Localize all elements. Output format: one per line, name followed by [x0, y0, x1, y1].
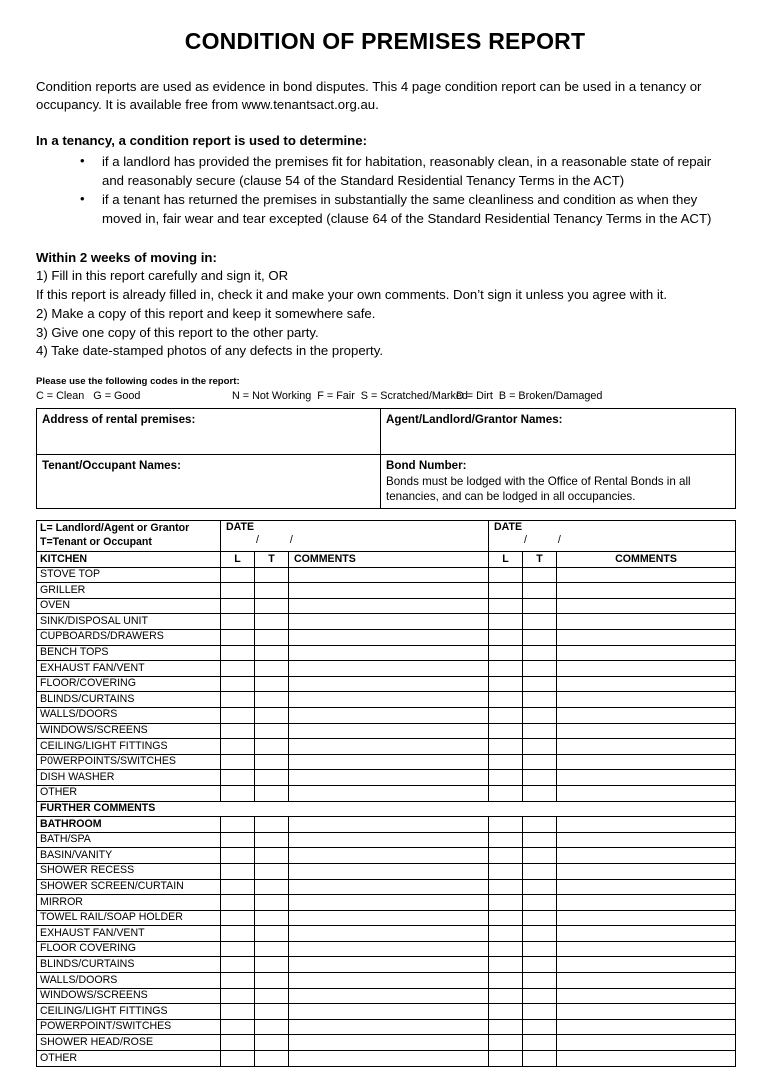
cell-termination-l[interactable] — [489, 567, 523, 583]
cell-termination-comments[interactable] — [557, 739, 736, 755]
cell-termination-l[interactable] — [489, 770, 523, 786]
cell-commencement-l[interactable] — [221, 1051, 255, 1067]
cell-termination-l[interactable] — [489, 583, 523, 599]
cell-termination-t[interactable] — [523, 614, 557, 630]
cell-commencement-t[interactable] — [255, 895, 289, 911]
premises-details-table — [36, 408, 736, 509]
cell-commencement-t[interactable] — [255, 785, 289, 801]
section-title-bathroom: BATHROOM — [37, 817, 221, 833]
header-commencement-l: L — [221, 552, 255, 568]
cell-commencement-l[interactable] — [221, 707, 255, 723]
cell-commencement-t[interactable] — [255, 645, 289, 661]
cell-commencement-t[interactable] — [255, 973, 289, 989]
table-row — [37, 455, 736, 509]
cell-termination-comments[interactable] — [557, 879, 736, 895]
cell-termination-comments[interactable] — [557, 645, 736, 661]
cell-commencement-l[interactable] — [221, 567, 255, 583]
cell-commencement-comments[interactable] — [289, 723, 489, 739]
legend-landlord: L= Landlord/Agent or Grantor — [40, 522, 190, 535]
cell-commencement-l[interactable] — [221, 692, 255, 708]
cell-termination-l[interactable] — [489, 661, 523, 677]
cell-commencement-comments[interactable] — [289, 676, 489, 692]
agent-label: Agent/Landlord/Grantor Names: — [386, 413, 563, 427]
checklist-column-header-row — [37, 552, 736, 568]
cell-termination-t[interactable] — [523, 926, 557, 942]
within-two-weeks-heading: Within 2 weeks of moving in: — [36, 249, 217, 265]
cell-commencement-t[interactable] — [255, 863, 289, 879]
cell-termination-comments[interactable] — [557, 583, 736, 599]
cell-termination-comments[interactable] — [557, 1004, 736, 1020]
table-row — [37, 895, 736, 911]
item-label: STOVE TOP — [37, 567, 221, 583]
cell-commencement-l[interactable] — [221, 614, 255, 630]
legend-cell — [37, 521, 221, 552]
tenant-cell[interactable] — [37, 455, 381, 509]
table-row — [37, 1035, 736, 1051]
section-header-bathroom-row — [37, 817, 736, 833]
cell-termination-l[interactable] — [489, 879, 523, 895]
cell-termination-t[interactable] — [523, 645, 557, 661]
cell-commencement-l[interactable] — [221, 879, 255, 895]
cell-termination-t[interactable] — [523, 848, 557, 864]
section-title-kitchen: KITCHEN — [37, 552, 221, 568]
table-row — [37, 409, 736, 455]
table-row — [37, 739, 736, 755]
item-label: BLINDS/CURTAINS — [37, 692, 221, 708]
cell-termination-t[interactable] — [523, 676, 557, 692]
cell-commencement-comments[interactable] — [289, 817, 489, 833]
determine-heading: In a tenancy, a condition report is used to determine: — [36, 133, 367, 149]
cell-commencement-l[interactable] — [221, 583, 255, 599]
codes-group-left: C = Clean G = Good — [36, 390, 141, 403]
cell-commencement-t[interactable] — [255, 848, 289, 864]
cell-commencement-comments[interactable] — [289, 645, 489, 661]
cell-commencement-t[interactable] — [255, 630, 289, 646]
table-row — [37, 583, 736, 599]
cell-commencement-l[interactable] — [221, 723, 255, 739]
cell-commencement-l[interactable] — [221, 957, 255, 973]
table-row — [37, 910, 736, 926]
table-row — [37, 692, 736, 708]
item-label: EXHAUST FAN/VENT — [37, 926, 221, 942]
further-comments-label: FURTHER COMMENTS — [37, 801, 736, 817]
item-label: FLOOR COVERING — [37, 941, 221, 957]
table-row — [37, 567, 736, 583]
condition-checklist-table — [36, 520, 736, 1067]
cell-termination-l[interactable] — [489, 614, 523, 630]
cell-commencement-l[interactable] — [221, 832, 255, 848]
cell-commencement-l[interactable] — [221, 754, 255, 770]
cell-termination-comments[interactable] — [557, 754, 736, 770]
cell-commencement-comments[interactable] — [289, 1019, 489, 1035]
cell-commencement-comments[interactable] — [289, 957, 489, 973]
table-row — [37, 879, 736, 895]
header-termination-comments: COMMENTS — [557, 552, 736, 568]
cell-termination-comments[interactable] — [557, 863, 736, 879]
item-label: P0WERPOINTS/SWITCHES — [37, 754, 221, 770]
cell-commencement-comments[interactable] — [289, 1004, 489, 1020]
cell-termination-l[interactable] — [489, 739, 523, 755]
codes-heading: Please use the following codes in the report: — [36, 376, 240, 388]
cell-commencement-t[interactable] — [255, 598, 289, 614]
address-label: Address of rental premises: — [42, 413, 196, 427]
table-row — [37, 645, 736, 661]
table-row — [37, 832, 736, 848]
table-row — [37, 957, 736, 973]
table-row — [37, 973, 736, 989]
cell-commencement-comments[interactable] — [289, 614, 489, 630]
cell-commencement-l[interactable] — [221, 863, 255, 879]
cell-commencement-t[interactable] — [255, 832, 289, 848]
codes-legend — [36, 389, 734, 406]
codes-group-right: D = Dirt B = Broken/Damaged — [456, 390, 603, 403]
cell-commencement-comments[interactable] — [289, 1035, 489, 1051]
cell-termination-comments[interactable] — [557, 1019, 736, 1035]
cell-termination-comments[interactable] — [557, 973, 736, 989]
cell-termination-comments[interactable] — [557, 957, 736, 973]
cell-commencement-l[interactable] — [221, 988, 255, 1004]
cell-commencement-comments[interactable] — [289, 598, 489, 614]
cell-commencement-t[interactable] — [255, 614, 289, 630]
cell-commencement-l[interactable] — [221, 895, 255, 911]
item-label: GRILLER — [37, 583, 221, 599]
table-row — [37, 598, 736, 614]
cell-commencement-t[interactable] — [255, 692, 289, 708]
cell-commencement-t[interactable] — [255, 1051, 289, 1067]
table-row — [37, 926, 736, 942]
cell-termination-t[interactable] — [523, 988, 557, 1004]
cell-termination-l[interactable] — [489, 785, 523, 801]
cell-commencement-t[interactable] — [255, 1019, 289, 1035]
cell-termination-t[interactable] — [523, 1004, 557, 1020]
cell-commencement-t[interactable] — [255, 957, 289, 973]
item-label: MIRROR — [37, 895, 221, 911]
table-row — [37, 1051, 736, 1067]
table-row — [37, 848, 736, 864]
cell-commencement-l[interactable] — [221, 848, 255, 864]
table-row — [37, 630, 736, 646]
cell-commencement-l[interactable] — [221, 676, 255, 692]
cell-termination-t[interactable] — [523, 941, 557, 957]
item-label: SHOWER HEAD/ROSE — [37, 1035, 221, 1051]
item-label: WINDOWS/SCREENS — [37, 988, 221, 1004]
cell-termination-comments[interactable] — [557, 770, 736, 786]
list-item: • if a landlord has provided the premises fit for habitation, reasonably clean, in a reasonable state of repair and reasonably secure (clause 54 of the Standard Residential Tenancy Terms in the ACT) — [80, 153, 734, 190]
cell-termination-comments[interactable] — [557, 817, 736, 833]
header-termination-l: L — [489, 552, 523, 568]
cell-commencement-l[interactable] — [221, 910, 255, 926]
cell-commencement-comments[interactable] — [289, 567, 489, 583]
cell-termination-t[interactable] — [523, 723, 557, 739]
bond-label: Bond Number: — [386, 459, 467, 473]
table-row — [37, 723, 736, 739]
cell-termination-l[interactable] — [489, 1035, 523, 1051]
cell-termination-l[interactable] — [489, 817, 523, 833]
tenant-label: Tenant/Occupant Names: — [42, 459, 181, 473]
cell-termination-t[interactable] — [523, 957, 557, 973]
termination-date-slashes: / / — [524, 533, 575, 546]
cell-termination-comments[interactable] — [557, 832, 736, 848]
cell-termination-comments[interactable] — [557, 1035, 736, 1051]
cell-termination-l[interactable] — [489, 988, 523, 1004]
bond-note: Bonds must be lodged with the Office of Rental Bonds in all tenancies, and can be lodged in all occupancies. — [386, 474, 691, 503]
item-label: CEILING/LIGHT FITTINGS — [37, 739, 221, 755]
item-label: SHOWER RECESS — [37, 863, 221, 879]
intro-paragraph: Condition reports are used as evidence in bond disputes. This 4 page condition report can be used in a tenancy or occupancy. It is available free from www.tenantsact.org.au. — [36, 78, 702, 113]
list-item: • if a tenant has returned the premises in substantially the same cleanliness and condition as when they moved in, fair wear and tear excepted (clause 64 of the Standard Residential Tenancy Terms in the ACT) — [80, 191, 734, 228]
cell-termination-t[interactable] — [523, 583, 557, 599]
cell-termination-l[interactable] — [489, 926, 523, 942]
cell-commencement-comments[interactable] — [289, 583, 489, 599]
cell-termination-comments[interactable] — [557, 910, 736, 926]
cell-termination-comments[interactable] — [557, 988, 736, 1004]
cell-commencement-comments[interactable] — [289, 754, 489, 770]
table-row — [37, 661, 736, 677]
cell-termination-t[interactable] — [523, 895, 557, 911]
table-row — [37, 770, 736, 786]
cell-commencement-t[interactable] — [255, 661, 289, 677]
cell-commencement-l[interactable] — [221, 973, 255, 989]
cell-termination-comments[interactable] — [557, 676, 736, 692]
cell-termination-l[interactable] — [489, 598, 523, 614]
table-row — [37, 863, 736, 879]
cell-termination-t[interactable] — [523, 817, 557, 833]
cell-commencement-comments[interactable] — [289, 785, 489, 801]
table-row — [37, 941, 736, 957]
cell-commencement-l[interactable] — [221, 645, 255, 661]
cell-commencement-l[interactable] — [221, 1004, 255, 1020]
cell-termination-l[interactable] — [489, 1019, 523, 1035]
item-label: OTHER — [37, 785, 221, 801]
commencement-date-cell[interactable] — [221, 521, 489, 552]
table-row — [37, 614, 736, 630]
cell-termination-comments[interactable] — [557, 785, 736, 801]
cell-termination-t[interactable] — [523, 863, 557, 879]
page-title: CONDITION OF PREMISES REPORT — [184, 28, 586, 54]
cell-commencement-l[interactable] — [221, 1035, 255, 1051]
cell-termination-l[interactable] — [489, 676, 523, 692]
within-step-1: 1) Fill in this report carefully and sign it, OR — [36, 268, 289, 284]
cell-termination-l[interactable] — [489, 832, 523, 848]
cell-commencement-comments[interactable] — [289, 707, 489, 723]
termination-date-cell[interactable] — [489, 521, 736, 552]
cell-commencement-comments[interactable] — [289, 895, 489, 911]
item-label: TOWEL RAIL/SOAP HOLDER — [37, 910, 221, 926]
cell-commencement-comments[interactable] — [289, 941, 489, 957]
cell-commencement-t[interactable] — [255, 754, 289, 770]
table-row — [37, 676, 736, 692]
cell-termination-t[interactable] — [523, 1051, 557, 1067]
cell-termination-t[interactable] — [523, 910, 557, 926]
cell-commencement-comments[interactable] — [289, 661, 489, 677]
cell-commencement-l[interactable] — [221, 785, 255, 801]
cell-commencement-comments[interactable] — [289, 630, 489, 646]
cell-commencement-t[interactable] — [255, 723, 289, 739]
cell-termination-l[interactable] — [489, 645, 523, 661]
cell-termination-l[interactable] — [489, 957, 523, 973]
cell-termination-l[interactable] — [489, 1004, 523, 1020]
cell-commencement-comments[interactable] — [289, 973, 489, 989]
item-label: BASIN/VANITY — [37, 848, 221, 864]
cell-termination-comments[interactable] — [557, 598, 736, 614]
cell-termination-t[interactable] — [523, 739, 557, 755]
cell-termination-comments[interactable] — [557, 895, 736, 911]
cell-commencement-t[interactable] — [255, 926, 289, 942]
header-commencement-t: T — [255, 552, 289, 568]
cell-termination-comments[interactable] — [557, 661, 736, 677]
codes-group-middle: N = Not Working F = Fair S = Scratched/Marked — [232, 390, 468, 403]
item-label: FLOOR/COVERING — [37, 676, 221, 692]
further-comments-row[interactable] — [37, 801, 736, 817]
item-label: BLINDS/CURTAINS — [37, 957, 221, 973]
bond-cell[interactable] — [381, 455, 736, 509]
termination-date-label: DATE — [494, 521, 523, 534]
cell-termination-l[interactable] — [489, 973, 523, 989]
item-label: OTHER — [37, 1051, 221, 1067]
cell-termination-comments[interactable] — [557, 848, 736, 864]
header-termination-t: T — [523, 552, 557, 568]
within-step-1-note: If this report is already filled in, check it and make your own comments. Don’t sign it unless you agree with it. — [36, 287, 668, 303]
item-label: SINK/DISPOSAL UNIT — [37, 614, 221, 630]
cell-termination-t[interactable] — [523, 1035, 557, 1051]
determine-bullet-list — [36, 153, 734, 229]
cell-commencement-l[interactable] — [221, 926, 255, 942]
item-label: WALLS/DOORS — [37, 973, 221, 989]
cell-commencement-t[interactable] — [255, 1004, 289, 1020]
cell-commencement-t[interactable] — [255, 567, 289, 583]
cell-commencement-l[interactable] — [221, 941, 255, 957]
cell-termination-t[interactable] — [523, 754, 557, 770]
cell-commencement-l[interactable] — [221, 661, 255, 677]
item-label: CUPBOARDS/DRAWERS — [37, 630, 221, 646]
cell-termination-l[interactable] — [489, 707, 523, 723]
cell-termination-comments[interactable] — [557, 723, 736, 739]
table-row — [37, 1019, 736, 1035]
cell-termination-l[interactable] — [489, 910, 523, 926]
cell-termination-l[interactable] — [489, 895, 523, 911]
checklist-header-legend-row — [37, 521, 736, 552]
cell-termination-l[interactable] — [489, 754, 523, 770]
cell-termination-comments[interactable] — [557, 567, 736, 583]
checklist-body — [37, 521, 736, 1067]
cell-termination-t[interactable] — [523, 832, 557, 848]
cell-termination-t[interactable] — [523, 707, 557, 723]
item-label: POWERPOINT/SWITCHES — [37, 1019, 221, 1035]
address-cell[interactable] — [37, 409, 381, 455]
cell-commencement-l[interactable] — [221, 630, 255, 646]
table-row — [37, 785, 736, 801]
cell-termination-t[interactable] — [523, 973, 557, 989]
cell-commencement-t[interactable] — [255, 910, 289, 926]
cell-commencement-l[interactable] — [221, 817, 255, 833]
cell-termination-t[interactable] — [523, 770, 557, 786]
cell-termination-t[interactable] — [523, 661, 557, 677]
cell-commencement-comments[interactable] — [289, 770, 489, 786]
item-label: BATH/SPA — [37, 832, 221, 848]
cell-commencement-t[interactable] — [255, 770, 289, 786]
cell-termination-l[interactable] — [489, 1051, 523, 1067]
legend-tenant: T=Tenant or Occupant — [40, 536, 152, 549]
agent-cell[interactable] — [381, 409, 736, 455]
commencement-date-label: DATE — [226, 521, 255, 534]
item-label: WINDOWS/SCREENS — [37, 723, 221, 739]
table-row — [37, 707, 736, 723]
item-label: SHOWER SCREEN/CURTAIN — [37, 879, 221, 895]
cell-commencement-t[interactable] — [255, 583, 289, 599]
cell-commencement-comments[interactable] — [289, 692, 489, 708]
cell-commencement-comments[interactable] — [289, 926, 489, 942]
item-label: WALLS/DOORS — [37, 707, 221, 723]
cell-commencement-comments[interactable] — [289, 879, 489, 895]
item-label: BENCH TOPS — [37, 645, 221, 661]
cell-commencement-t[interactable] — [255, 1035, 289, 1051]
cell-termination-t[interactable] — [523, 692, 557, 708]
within-step-2: 2) Make a copy of this report and keep it somewhere safe. — [36, 305, 376, 321]
cell-termination-comments[interactable] — [557, 707, 736, 723]
cell-termination-t[interactable] — [523, 630, 557, 646]
cell-commencement-t[interactable] — [255, 988, 289, 1004]
cell-termination-comments[interactable] — [557, 926, 736, 942]
cell-termination-t[interactable] — [523, 785, 557, 801]
cell-termination-t[interactable] — [523, 879, 557, 895]
cell-commencement-l[interactable] — [221, 598, 255, 614]
table-row — [37, 754, 736, 770]
cell-termination-l[interactable] — [489, 692, 523, 708]
item-label: DISH WASHER — [37, 770, 221, 786]
cell-commencement-comments[interactable] — [289, 988, 489, 1004]
cell-termination-comments[interactable] — [557, 941, 736, 957]
cell-termination-t[interactable] — [523, 1019, 557, 1035]
cell-commencement-comments[interactable] — [289, 863, 489, 879]
cell-commencement-comments[interactable] — [289, 910, 489, 926]
cell-commencement-comments[interactable] — [289, 832, 489, 848]
commencement-date-slashes: / / — [256, 533, 307, 546]
within-step-3: 3) Give one copy of this report to the other party. — [36, 324, 319, 340]
cell-termination-l[interactable] — [489, 863, 523, 879]
cell-commencement-comments[interactable] — [289, 848, 489, 864]
cell-termination-t[interactable] — [523, 567, 557, 583]
item-label: OVEN — [37, 598, 221, 614]
cell-commencement-t[interactable] — [255, 707, 289, 723]
cell-commencement-l[interactable] — [221, 739, 255, 755]
cell-commencement-l[interactable] — [221, 770, 255, 786]
cell-commencement-t[interactable] — [255, 676, 289, 692]
cell-commencement-comments[interactable] — [289, 1051, 489, 1067]
item-label: CEILING/LIGHT FITTINGS — [37, 1004, 221, 1020]
cell-commencement-t[interactable] — [255, 739, 289, 755]
cell-commencement-t[interactable] — [255, 879, 289, 895]
cell-commencement-t[interactable] — [255, 941, 289, 957]
cell-termination-comments[interactable] — [557, 614, 736, 630]
cell-termination-l[interactable] — [489, 941, 523, 957]
within-step-4: 4) Take date-stamped photos of any defects in the property. — [36, 343, 383, 359]
cell-termination-l[interactable] — [489, 630, 523, 646]
header-commencement-comments: COMMENTS — [289, 552, 489, 568]
cell-termination-comments[interactable] — [557, 630, 736, 646]
table-row — [37, 988, 736, 1004]
cell-commencement-comments[interactable] — [289, 739, 489, 755]
cell-termination-comments[interactable] — [557, 1051, 736, 1067]
cell-termination-comments[interactable] — [557, 692, 736, 708]
cell-commencement-t[interactable] — [255, 817, 289, 833]
cell-termination-l[interactable] — [489, 848, 523, 864]
item-label: EXHAUST FAN/VENT — [37, 661, 221, 677]
cell-termination-t[interactable] — [523, 598, 557, 614]
table-row — [37, 1004, 736, 1020]
cell-commencement-l[interactable] — [221, 1019, 255, 1035]
cell-termination-l[interactable] — [489, 723, 523, 739]
